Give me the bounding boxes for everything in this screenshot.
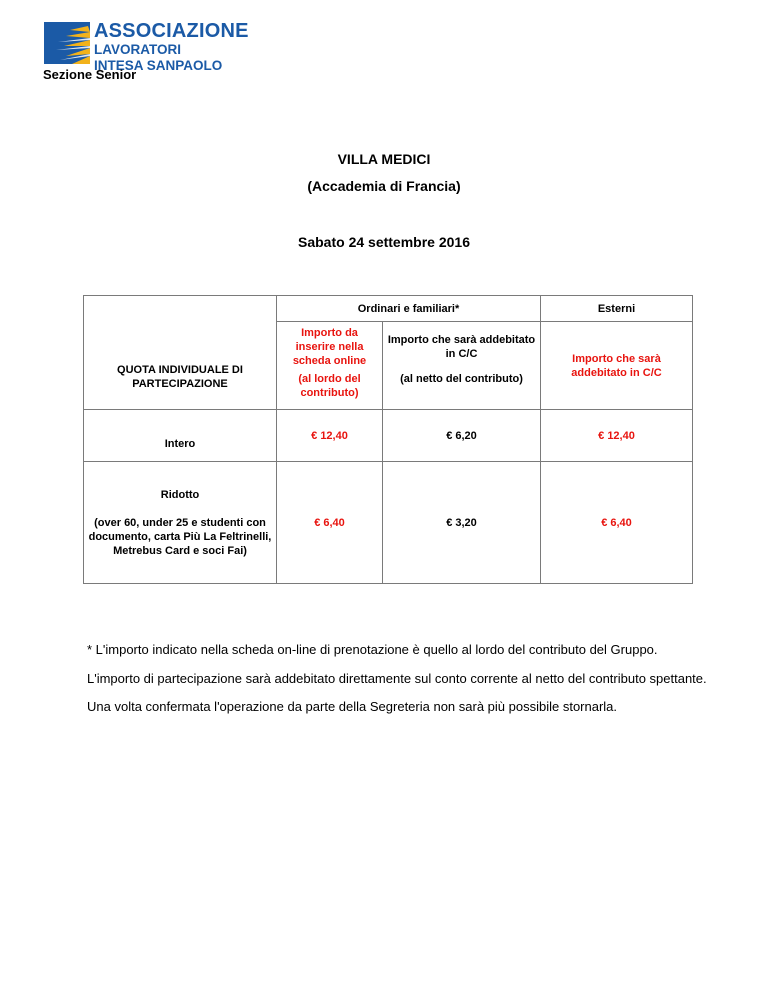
row-label-ridotto: Ridotto	[160, 488, 200, 501]
price-b-intero: € 6,20	[383, 410, 541, 462]
section-label: Sezione Senior	[43, 67, 137, 82]
table-row	[84, 462, 693, 584]
note-addebito: L'importo di partecipazione sarà addebitato direttamente sul conto corrente al netto del contributo spettante.	[87, 671, 707, 686]
price-c-intero: € 12,40	[541, 410, 693, 462]
price-a-ridotto: € 6,40	[277, 462, 383, 584]
logo-wordmark	[94, 21, 249, 72]
group-ordinari-header: Ordinari e familiari*	[277, 296, 541, 322]
note-lordo: * L'importo indicato nella scheda on-line di prenotazione è quello al lordo del contributo del Gruppo.	[87, 642, 658, 657]
row-detail-ridotto: (over 60, under 25 e studenti con documento, carta Più La Feltrinelli, Metrebus Card e soci Fai)	[88, 516, 272, 557]
col-b-header: Importo che sarà addebitato in C/C	[383, 322, 541, 372]
sunburst-logo-icon	[44, 22, 90, 64]
logo-line-3: INTESA SANPAOLO	[94, 57, 223, 73]
logo-line-1: ASSOCIAZIONE	[94, 20, 249, 42]
event-title: VILLA MEDICI	[337, 151, 431, 167]
quota-label-cell	[84, 296, 277, 410]
table-row	[84, 410, 693, 462]
col-a-header: Importo da inserire nella scheda online	[277, 322, 383, 372]
col-c-header: Importo che sarà addebitato in C/C	[541, 322, 693, 410]
group-esterni-header: Esterni	[541, 296, 693, 322]
price-a-intero: € 12,40	[277, 410, 383, 462]
price-table	[83, 295, 693, 584]
event-date: Sabato 24 settembre 2016	[298, 234, 470, 250]
quota-label: QUOTA INDIVIDUALE DI PARTECIPAZIONE	[117, 364, 243, 390]
col-b-subheader: (al netto del contributo)	[383, 372, 541, 410]
col-a-subheader: (al lordo del contributo)	[277, 372, 383, 410]
row-label-intero: Intero	[84, 410, 277, 462]
association-logo	[44, 20, 249, 73]
price-c-ridotto: € 6,40	[541, 462, 693, 584]
event-subtitle: (Accademia di Francia)	[307, 178, 461, 194]
row-label-ridotto-cell	[84, 462, 277, 584]
logo-line-2: LAVORATORI	[94, 42, 181, 57]
note-storno: Una volta confermata l'operazione da parte della Segreteria non sarà più possibile stornarla.	[87, 699, 618, 714]
price-b-ridotto: € 3,20	[383, 462, 541, 584]
